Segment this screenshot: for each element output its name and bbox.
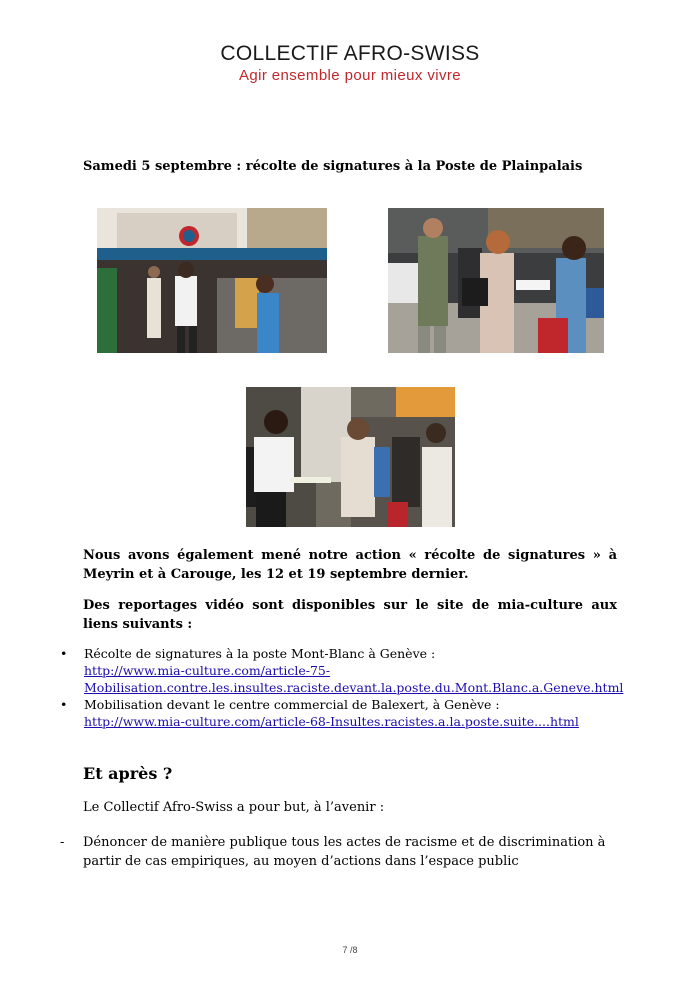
video-link-balexert[interactable]: http://www.mia-culture.com/article-68-Insultes.racistes.a.la.poste.suite....html [84,714,579,729]
goal-item [60,833,620,871]
photo-man-handing-flyers [246,387,455,527]
photo-people-signing [388,208,604,353]
section-heading: Samedi 5 septembre : récolte de signatures à la Poste de Plainpalais [83,159,583,174]
paragraph-meyrin-carouge: Nous avons également mené notre action « récolte de signatures » à Meyrin et à Carouge, les 12 et 19 septembre dernier. [83,548,617,582]
org-tagline: Agir ensemble pour mieux vivre [238,67,462,84]
dash-bullet-icon: - [60,835,65,850]
page-number: 7 /8 [342,945,358,955]
after-intro: Le Collectif Afro-Swiss a pour but, à l’avenir : [83,800,385,815]
list-item [60,696,620,730]
bullet-icon: • [60,646,68,661]
photo-signature-collection-street [97,208,327,353]
goal-text: Dénoncer de manière publique tous les actes de racisme et de discrimination à partir de cas empiriques, au moyen d’actions dans l’espace public [83,835,606,869]
link-url-line[interactable]: Mobilisation.contre.les.insultes.raciste.devant.la.poste.du.Mont.Blanc.a.Geneve.html [84,680,624,695]
bullet-icon: • [60,697,68,712]
video-link-mont-blanc[interactable] [84,662,624,696]
paragraph-video-reports: Des reportages vidéo sont disponibles sur le site de mia-culture aux liens suivants : [83,598,617,632]
list-item [60,645,624,696]
link-url-line[interactable]: http://www.mia-culture.com/article-75- [84,663,331,678]
org-title: COLLECTIF AFRO-SWISS [220,42,480,65]
link-label: Récolte de signatures à la poste Mont-Blanc à Genève : [84,646,436,661]
link-label: Mobilisation devant le centre commercial de Balexert, à Genève : [84,697,500,712]
after-heading: Et après ? [83,764,173,783]
video-links-list [60,645,624,730]
